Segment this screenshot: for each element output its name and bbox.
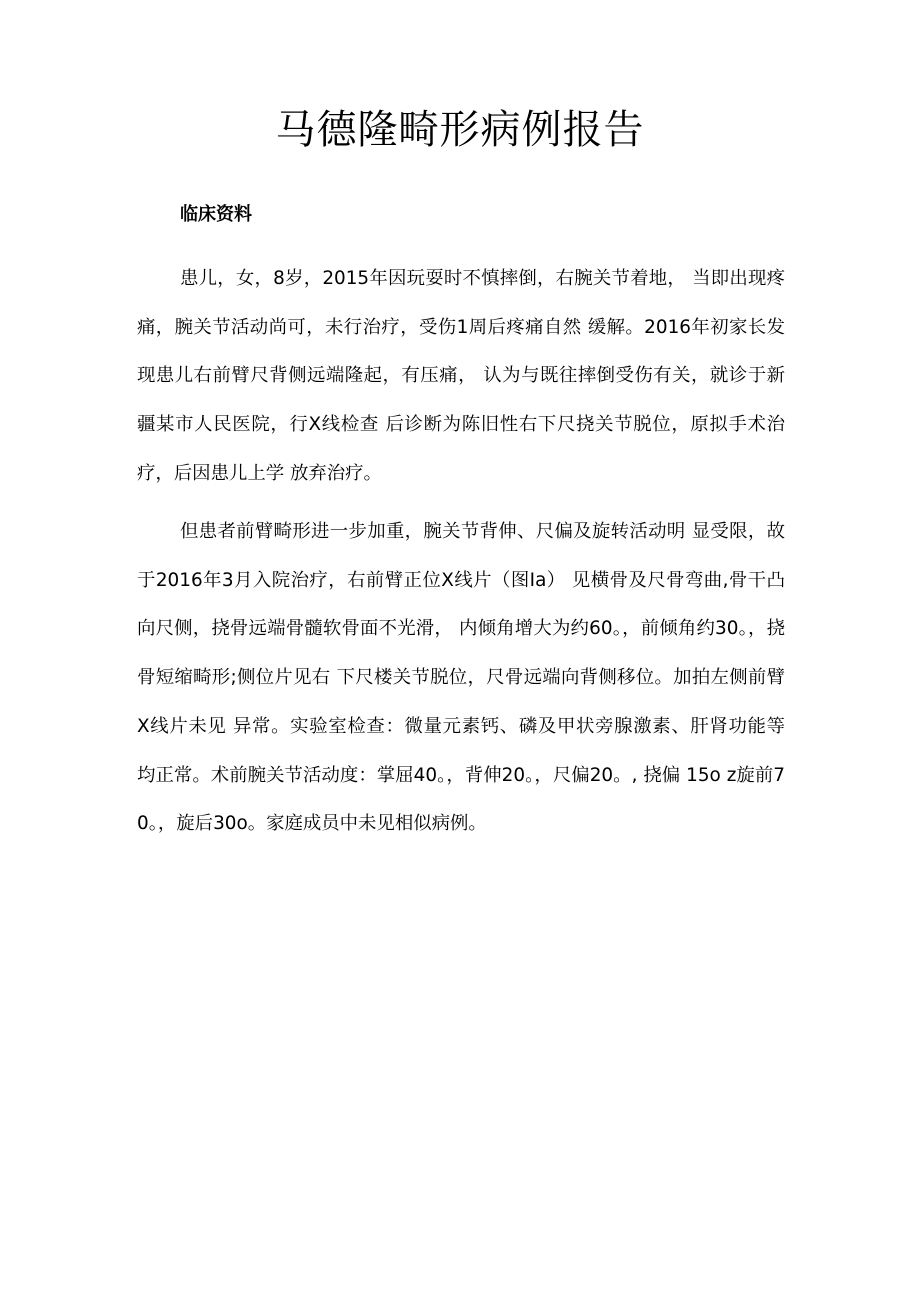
section-heading-clinical-data: 临床资料: [180, 204, 252, 225]
case-paragraph-history: 患儿，女，8岁，2015年因玩耍时不慎摔倒，右腕关节着地， 当即出现疼痛，腕关节活动尚可，未行治疗，受伤1周后疼痛自然 缓解。2016年初家长发现患儿右前臂尺背侧远端隆起，有压痛， 认为与既往摔倒受伤有关，就诊于新疆某市人民医院，行X线检查 后诊断为陈旧性右下尺挠关节脱位，原拟手术治疗，后因患儿上学 放弃治疗。: [137, 268, 785, 484]
document-title: 马德隆畸形病例报告: [275, 107, 645, 153]
case-paragraph-examination: 但患者前臂畸形进一步加重，腕关节背伸、尺偏及旋转活动明 显受限，故于2016年3月入院治疗，右前臂正位X线片（图Ia） 见横骨及尺骨弯曲,骨干凸向尺侧，挠骨远端骨髓软骨面不光滑， 内倾角增大为约60。，前倾角约30。，挠骨短缩畸形;侧位片见右 下尺楼关节脱位，尺骨远端向背侧移位。加拍左侧前臂X线片未见 异常。实验室检查：微量元素钙、磷及甲状旁腺激素、肝肾功能等 均正常。术前腕关节活动度：掌屈40。，背伸20。，尺偏20。, 挠偏 15o z旋前70。，旋后30o。家庭成员中未见相似病例。: [137, 521, 785, 835]
